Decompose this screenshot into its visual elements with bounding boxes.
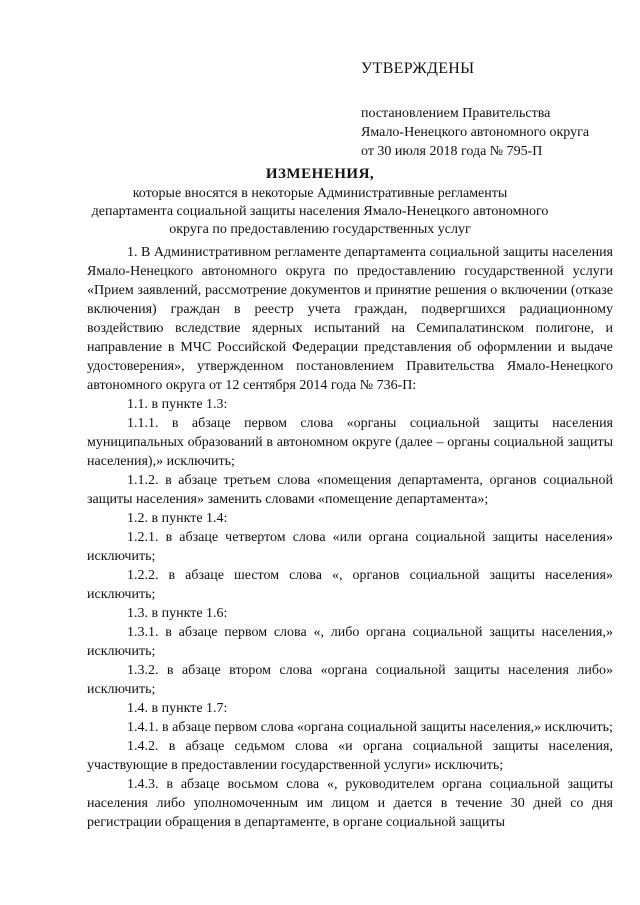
document-subtitle-line: департамента социальной защиты населения Ямало-Ненецкого автономного [91, 204, 549, 219]
paragraph-1-4-1: 1.4.1. в абзаце первом слова «органа социальной защиты населения,» исключить; [127, 720, 613, 735]
approval-line: постановлением Правительства [361, 106, 551, 121]
document-subtitle-line: округа по предоставлению государственных услуг [169, 222, 471, 237]
approval-line: от 30 июля 2018 года № 795-П [361, 144, 543, 159]
paragraph-1-1-2: 1.1.2. в абзаце третьем слова «помещения департамента, органов социальной защиты населения» заменить словами «помещение департамента»; [87, 473, 613, 507]
paragraph-1-4-3: 1.4.3. в абзаце восьмом слова «, руководителем органа социальной защиты населения либо уполномоченным им лицом и дается в течение 30 дней со дня регистрации обращения в департаменте, в органе социальной защиты [87, 777, 613, 830]
paragraph-1-2: 1.2. в пункте 1.4: [127, 511, 228, 526]
document-body [87, 243, 613, 832]
paragraph-1-2-1: 1.2.1. в абзаце четвертом слова «или органа социальной защиты населения» исключить; [87, 530, 613, 564]
paragraph-1-2-2: 1.2.2. в абзаце шестом слова «, органов социальной защиты населения» исключить; [87, 568, 613, 602]
paragraph-1-4: 1.4. в пункте 1.7: [127, 701, 228, 716]
paragraph-1-3: 1.3. в пункте 1.6: [127, 606, 228, 621]
approval-block [361, 60, 621, 161]
approval-line: Ямало-Ненецкого автономного округа [361, 125, 590, 140]
document-subtitle-line: которые вносятся в некоторые Административные регламенты [132, 186, 508, 201]
paragraph-1-4-2: 1.4.2. в абзаце седьмом слова «и органа социальной защиты населения, участвующие в предоставлении государственной услуги» исключить; [87, 739, 613, 773]
paragraph-1-1: 1.1. в пункте 1.3: [127, 397, 228, 412]
paragraph-1-3-2: 1.3.2. в абзаце втором слова «органа социальной защиты населения либо» исключить; [87, 663, 613, 697]
approved-title: УТВЕРЖДЕНЫ [361, 60, 475, 77]
paragraph-1-1-1: 1.1.1. в абзаце первом слова «органы социальной защиты населения муниципальных образований в автономном округе (далее – органы социальной защиты населения),» исключить; [87, 416, 613, 469]
paragraph-1: 1. В Административном регламенте департамента социальной защиты населения Ямало-Ненецкого автономного округа по предоставлению государственной услуги «Прием заявлений, рассмотрение документов и принятие решения о включении (отказе включения) граждан в реестр учета граждан, подвергшихся радиационному воздействию вследствие ядерных испытаний на Семипалатинском полигоне, и направление в МЧС Российской Федерации представления об оформлении и выдаче удостоверения», утвержденном постановлением Правительства Ямало-Ненецкого автономного округа от 12 сентября 2014 года № 736-П: [87, 245, 613, 393]
document-heading [60, 166, 580, 239]
paragraph-1-3-1: 1.3.1. в абзаце первом слова «, либо органа социальной защиты населения,» исключить; [87, 625, 613, 659]
document-title: ИЗМЕНЕНИЯ, [265, 166, 375, 182]
